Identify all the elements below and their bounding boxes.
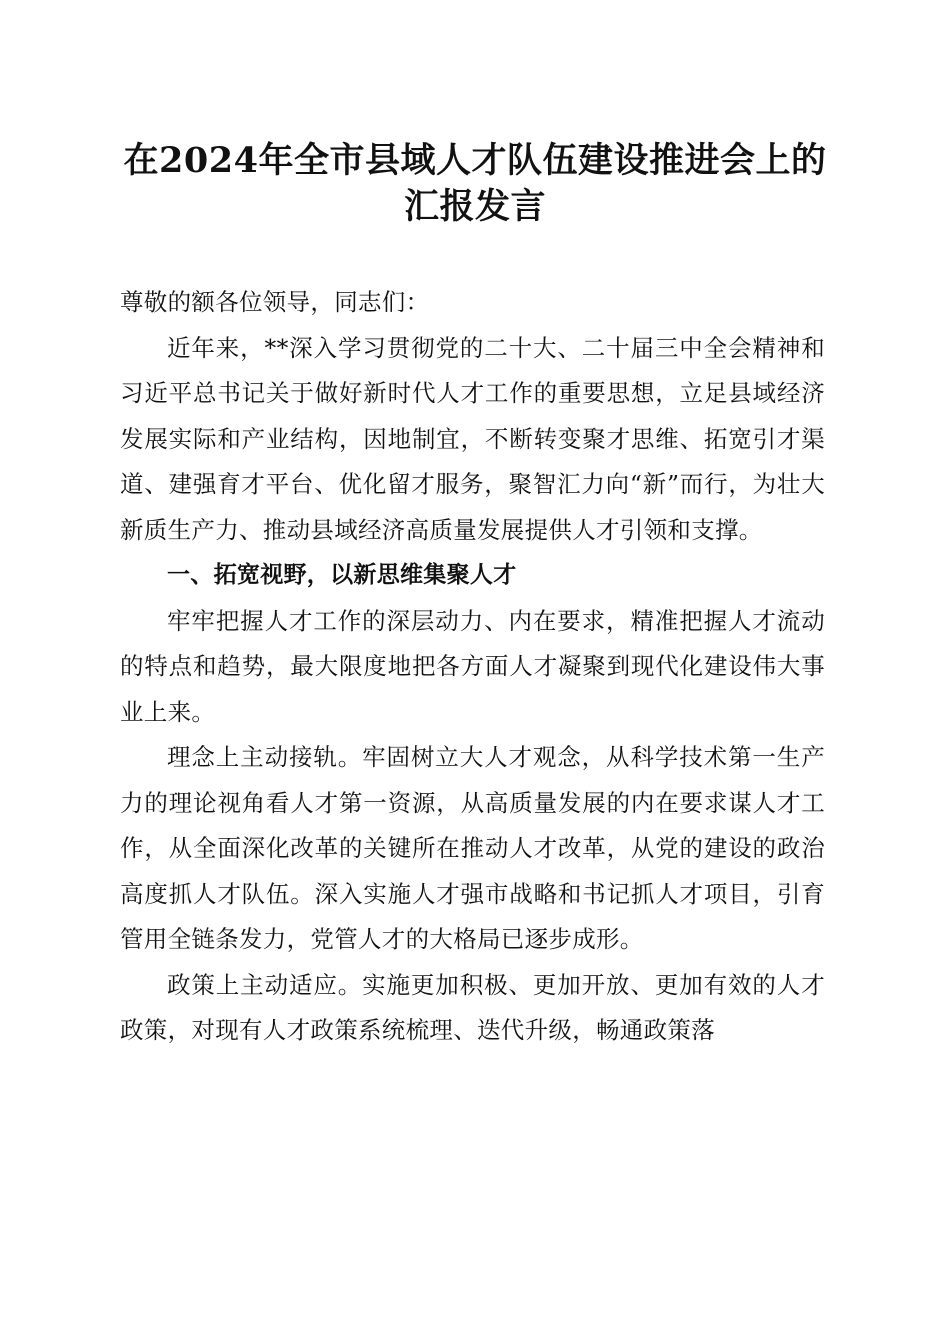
body-paragraph: 牢牢把握人才工作的深层动力、内在要求，精准把握人才流动的特点和趋势，最大限度地把各方面人才凝聚到现代化建设伟大事业上来。 xyxy=(120,606,825,726)
salutation: 尊敬的额各位领导，同志们： xyxy=(120,288,430,316)
intro-paragraph: 近年来，**深入学习贯彻党的二十大、二十届三中全会精神和习近平总书记关于做好新时代人才工作的重要思想，立足县域经济发展实际和产业结构，因地制宜，不断转变聚才思维、拓宽引才渠道、建强育才平台、优化留才服务，聚智汇力向“新”而行，为壮大新质生产力、推动县域经济高质量发展提供人才引领和支撑。 xyxy=(120,333,825,544)
body-paragraph: 政策上主动适应。实施更加积极、更加开放、更加有效的人才政策，对现有人才政策系统梳理、迭代升级，畅通政策落 xyxy=(120,970,825,1044)
document-title-line-2: 汇报发言 xyxy=(403,186,546,227)
section-heading: 一、拓宽视野，以新思维集聚人才 xyxy=(167,562,517,588)
body-paragraph: 理念上主动接轨。牢固树立大人才观念，从科学技术第一生产力的理论视角看人才第一资源，从高质量发展的内在要求谋人才工作，从全面深化改革的关键所在推动人才改革，从党的建设的政治高度抓人才队伍。深入实施人才强市战略和书记抓人才项目，引育管用全链条发力，党管人才的大格局已逐步成形。 xyxy=(120,743,825,953)
document-body xyxy=(120,280,825,1054)
document-title-line-1: 在2024年全市县域人才队伍建设推进会上的 xyxy=(123,140,827,181)
